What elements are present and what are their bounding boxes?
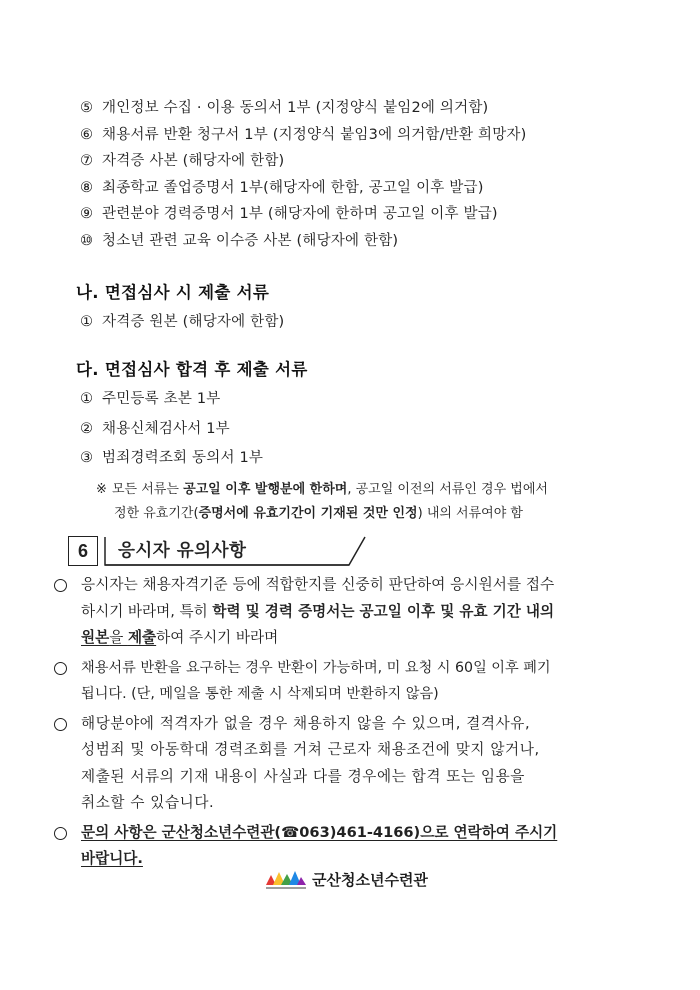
validity-note [96, 478, 548, 526]
section-title: 응시자 유의사항 [118, 541, 247, 561]
section-heading-interview-docs: 나. 면접심사 시 제출 서류 [76, 283, 270, 302]
note-line [96, 478, 548, 502]
item-number: ⑤ [80, 100, 94, 116]
notice-text: 을 [109, 629, 128, 646]
organization-name: 군산청소년수련관 [312, 871, 428, 889]
item-text: 채용신체검사서 1부 [102, 420, 230, 437]
interview-docs-list [80, 309, 284, 336]
notice-text: 응시자는 채용자격기준 등에 적합한지를 신중히 판단하여 응시원서를 접수 [81, 576, 555, 593]
list-item [80, 175, 527, 202]
list-item [80, 415, 263, 445]
notice-item [54, 655, 644, 708]
item-number: ⑩ [80, 232, 94, 249]
post-pass-docs-list [80, 385, 263, 474]
bullet-circle-icon [54, 718, 67, 731]
note-text: 모든 서류는 [112, 482, 184, 497]
note-text: ) 내의 서류여야 함 [417, 506, 523, 521]
item-number: ⑧ [80, 179, 94, 196]
notice-text: 하여 주시기 바라며 [156, 629, 279, 646]
item-number: ③ [80, 450, 94, 466]
bullet-circle-icon [54, 579, 67, 592]
item-text: 청소년 관련 교육 이수증 사본 (해당자에 한함) [102, 232, 399, 249]
notice-text: 됩니다. (단, 메일을 통한 제출 시 삭제되며 반환하지 않음) [81, 686, 439, 702]
contact-text: 바랍니다. [81, 850, 143, 867]
note-mark: ※ [96, 482, 107, 497]
item-text: 자격증 원본 (해당자에 한함) [102, 314, 285, 330]
contact-text: 문의 사항은 군산청소년수련관(☎063)461-4166)으로 연락하여 주시기 [81, 823, 558, 841]
section-title-box [104, 536, 366, 566]
notice-item [54, 572, 644, 652]
notice-item [54, 820, 644, 873]
bullet-circle-icon [54, 662, 67, 675]
item-number: ① [80, 391, 94, 407]
note-line [96, 502, 548, 526]
item-number: ⑦ [80, 153, 94, 170]
notice-text: 취소할 수 있습니다. [81, 794, 215, 811]
section-number-badge: 6 [68, 536, 98, 566]
list-item [80, 148, 527, 175]
notice-text-line [81, 599, 644, 626]
notice-emphasis: 원본 [81, 629, 110, 646]
notice-emphasis: 제출 [127, 629, 157, 646]
mountain-logo-icon [266, 869, 306, 891]
note-emphasis: 공고일 이후 발행분에 한하며 [183, 482, 348, 497]
list-item [80, 309, 284, 336]
bullet-circle-icon [54, 827, 67, 840]
notice-text: 하시기 바라며, 특히 [81, 602, 213, 620]
applicant-notice-list [54, 572, 644, 873]
note-text: , 공고일 이전의 서류인 경우 법에서 [347, 482, 548, 497]
section-heading-post-pass-docs: 다. 면접심사 합격 후 제출 서류 [76, 360, 308, 379]
item-text: 관련분야 경력증명서 1부 (해당자에 한하며 공고일 이후 발급) [102, 206, 498, 223]
list-item [80, 95, 527, 122]
notice-text: 제출된 서류의 기재 내용이 사실과 다를 경우에는 합격 또는 임용을 [81, 767, 525, 785]
notice-text: 성범죄 및 아동학대 경력조회를 거쳐 근로자 채용조건에 맞지 않거나, [81, 741, 540, 758]
notice-text: 해당분야에 적격자가 없을 경우 채용하지 않을 수 있으며, 결격사유, [81, 714, 531, 732]
note-text: 정한 유효기간( [114, 506, 199, 521]
item-text: 주민등록 초본 1부 [102, 391, 221, 407]
item-number: ① [80, 314, 94, 330]
item-text: 범죄경력조회 동의서 1부 [102, 450, 264, 466]
list-item [80, 122, 527, 149]
list-item [80, 201, 527, 228]
item-text: 개인정보 수집 · 이용 동의서 1부 (지정양식 붙임2에 의거함) [102, 100, 489, 116]
note-emphasis: 증명서에 유효기간이 기재된 것만 인정 [198, 506, 418, 521]
item-text: 채용서류 반환 청구서 1부 (지정양식 붙임3에 의거함/반환 희망자) [102, 126, 527, 143]
item-text: 자격증 사본 (해당자에 한함) [102, 153, 285, 170]
notice-emphasis: 학력 및 경력 증명서는 공고일 이후 및 유효 기간 내의 [212, 602, 555, 620]
list-item [80, 444, 263, 474]
list-item [80, 228, 527, 255]
item-number: ② [80, 420, 94, 437]
required-docs-list [80, 95, 527, 255]
item-text: 최종학교 졸업증명서 1부(해당자에 한함, 공고일 이후 발급) [102, 179, 484, 196]
item-number: ⑥ [80, 126, 94, 143]
list-item [80, 385, 263, 415]
notice-text: 채용서류 반환을 요구하는 경우 반환이 가능하며, 미 요청 시 60일 이후 폐기 [81, 659, 551, 676]
notice-item [54, 711, 644, 817]
item-number: ⑨ [80, 206, 94, 223]
notice-text-line [81, 625, 644, 652]
